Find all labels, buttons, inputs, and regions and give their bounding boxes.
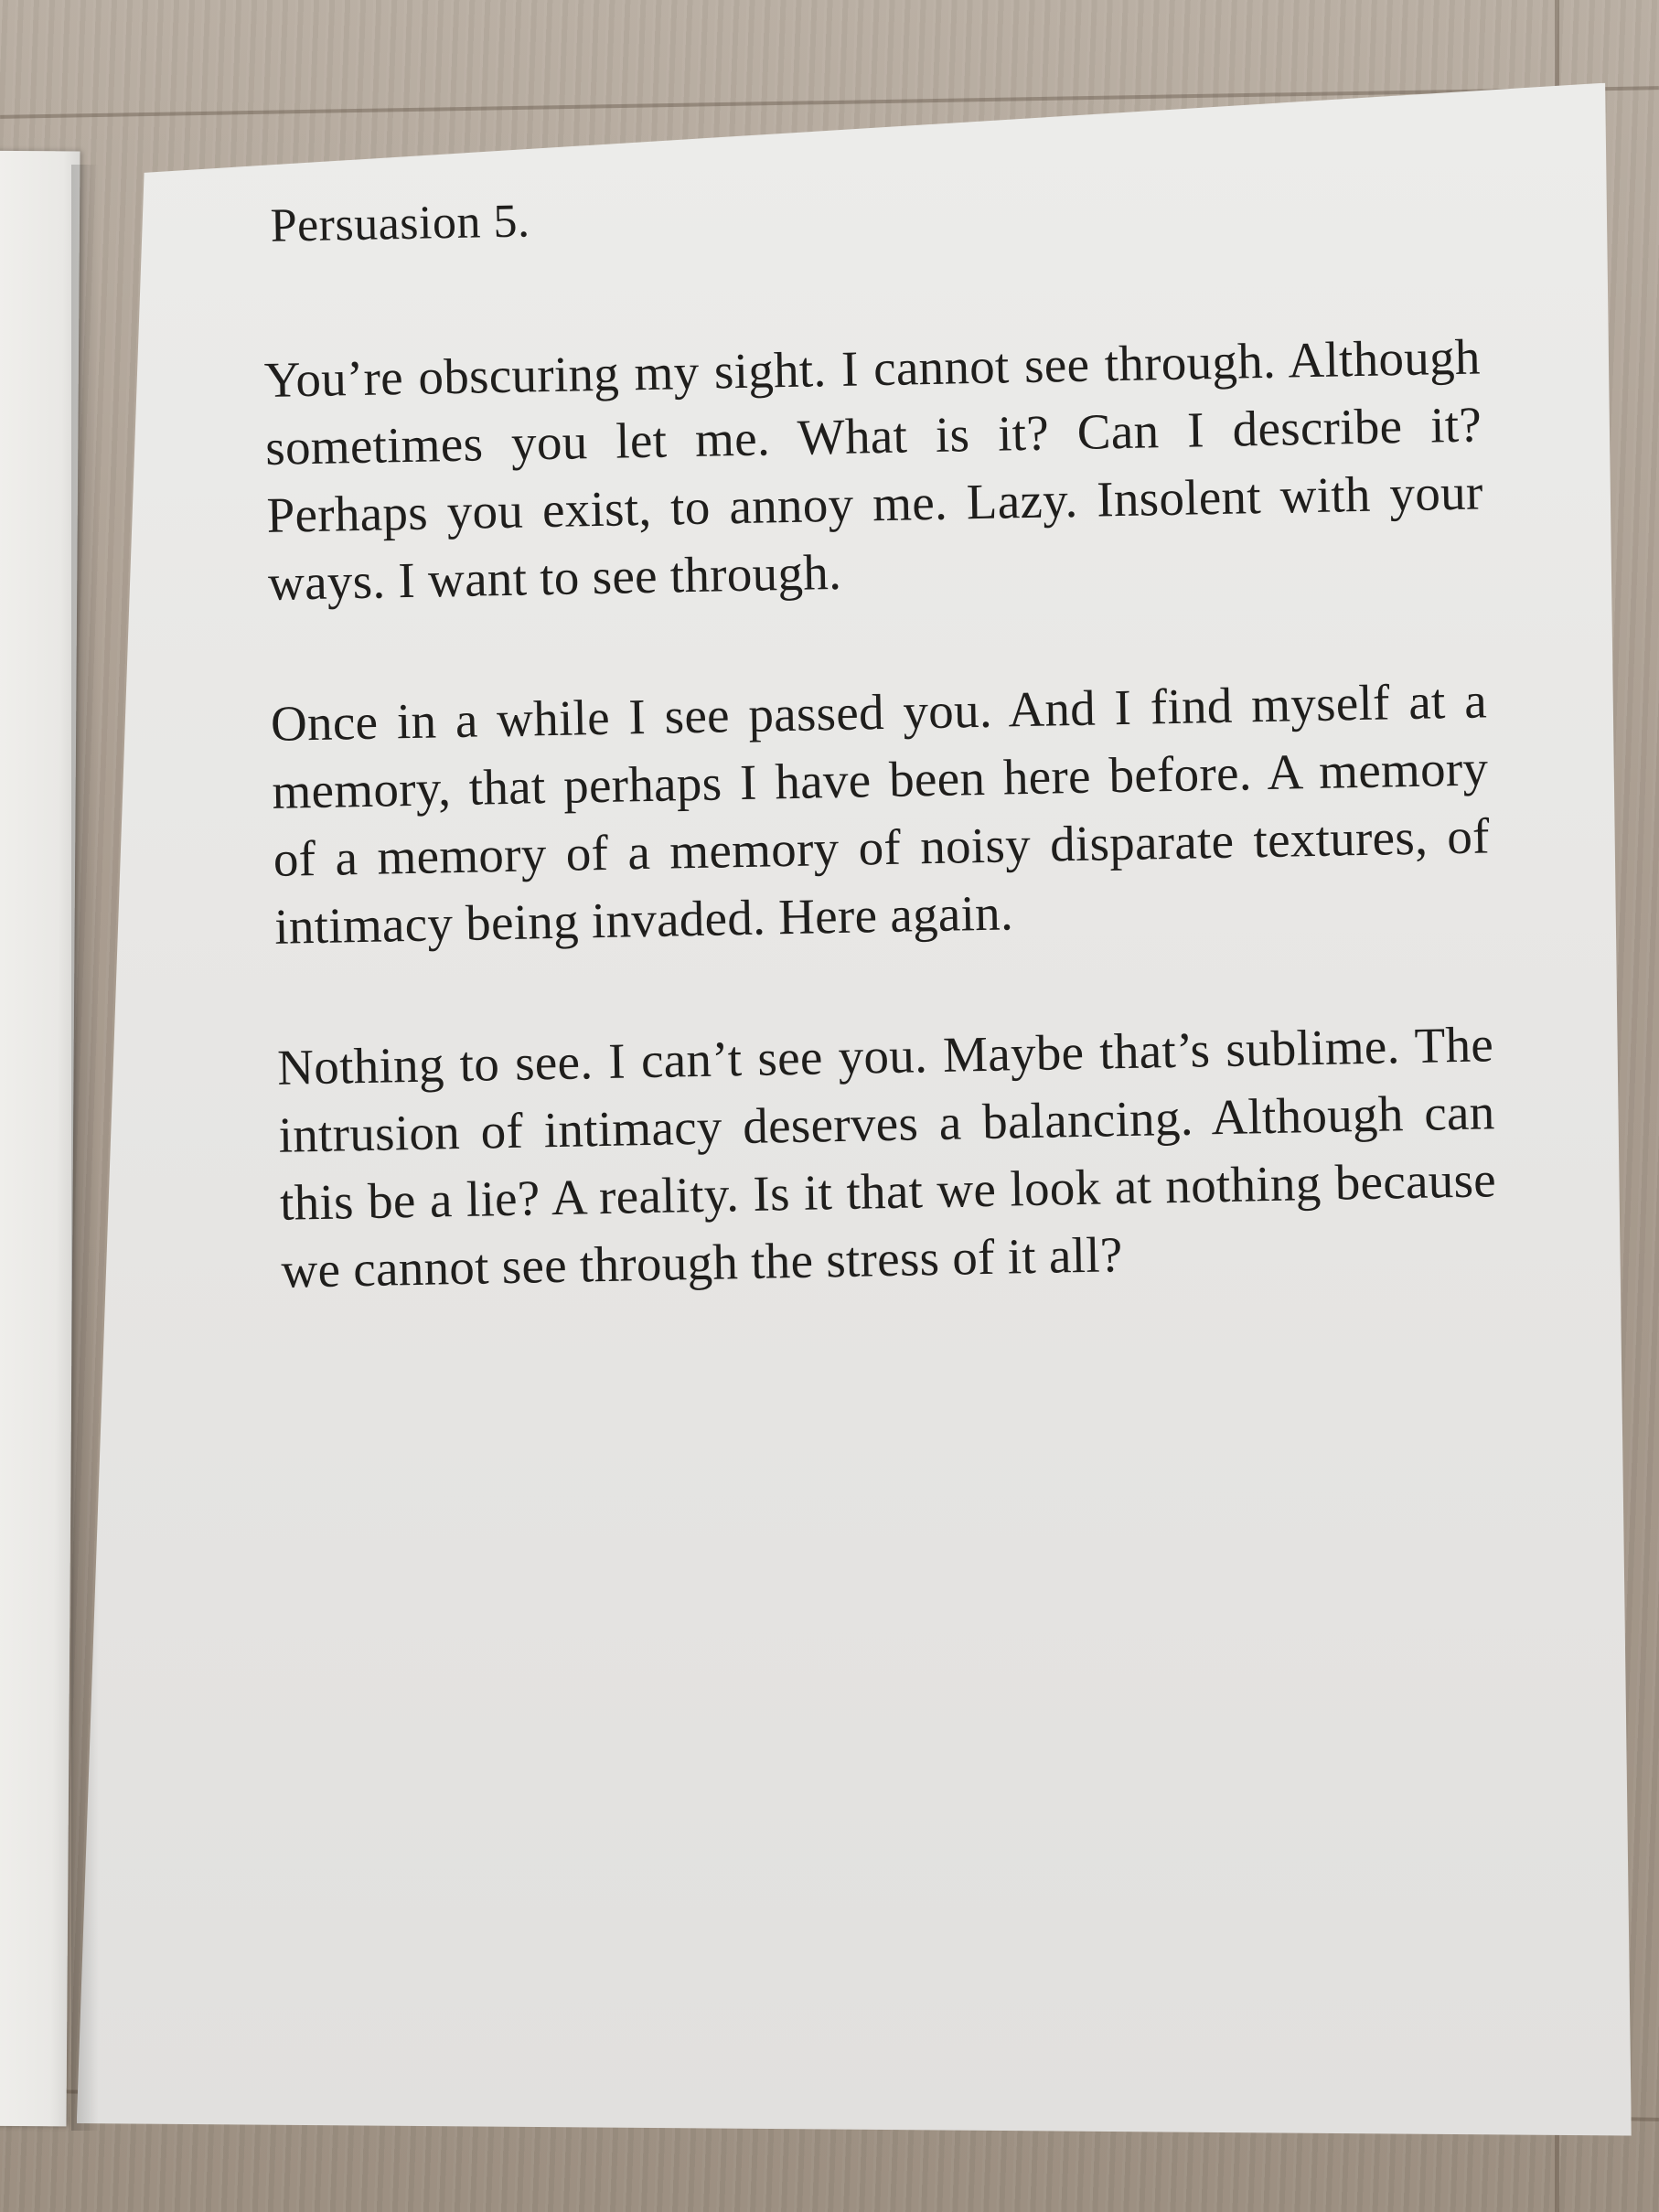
paragraph-3: Nothing to see. I can’t see you. Maybe that’s sublime. The intrusion of intimacy deserves a balancing. Although can this be a lie? A reality. Is it that we look at nothing because we cannot see through the stress of it all?	[276, 1016, 1497, 1298]
paragraph-1: You’re obscuring my sight. I cannot see through. Although sometimes you let me. What is it? Can I describe it? Perhaps you exist, to annoy me. Lazy. Insolent with your ways. I want to see through.	[263, 328, 1484, 611]
page-text	[261, 173, 1500, 1377]
page-gutter	[71, 165, 99, 2131]
paragraph-2: Once in a while I see passed you. And I find myself at a memory, that perhaps I have been here before. A memory of a memory of a memory of noisy disparate textures, of intimacy being invaded. Here again.	[270, 672, 1491, 955]
page-title: Persuasion 5.	[270, 195, 530, 252]
left-page	[0, 151, 80, 2127]
